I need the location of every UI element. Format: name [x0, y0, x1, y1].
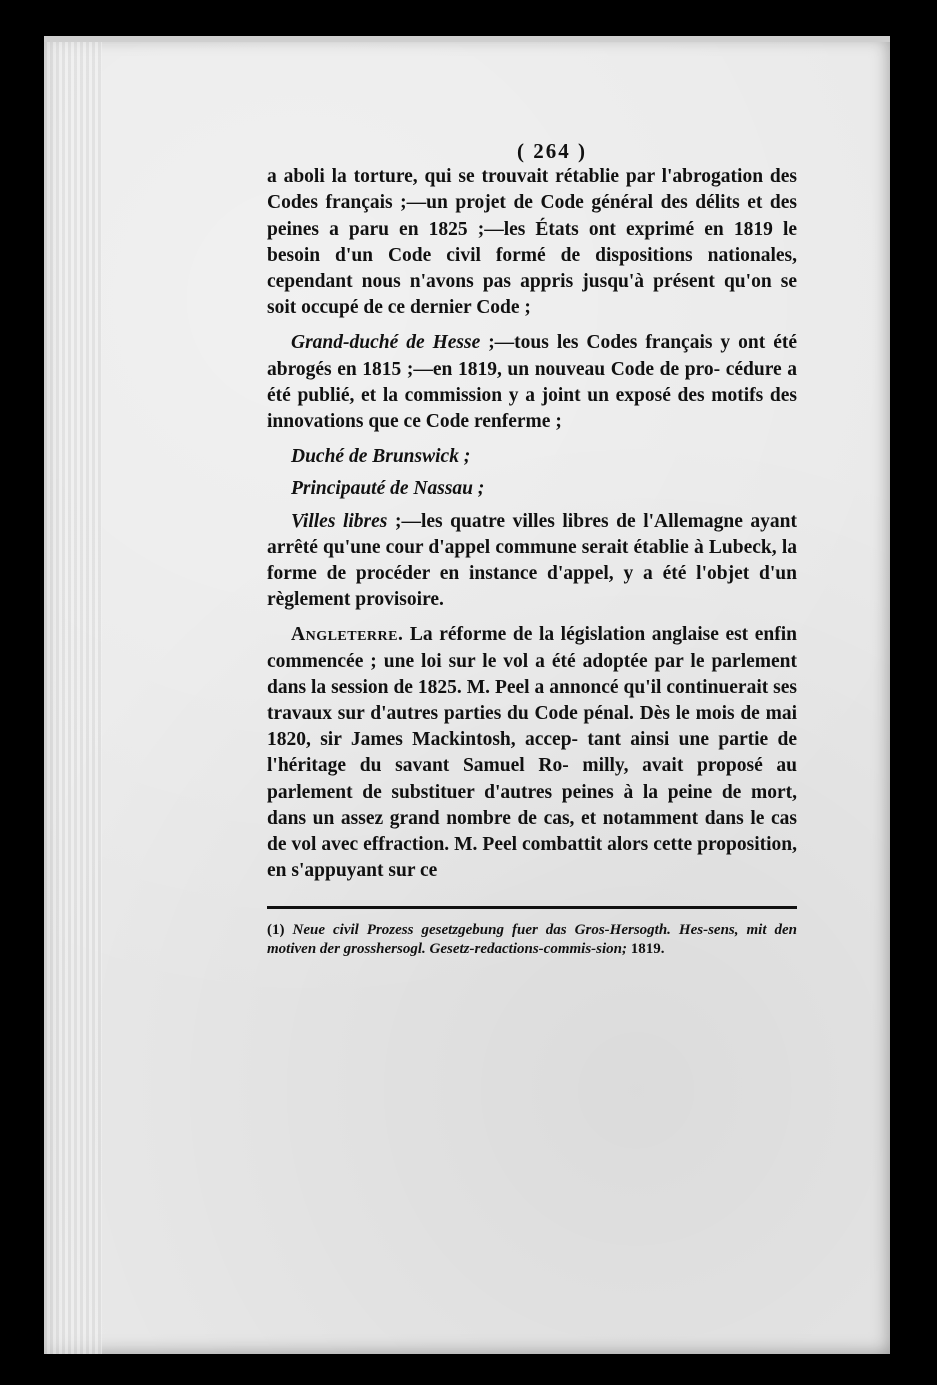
p6-line-7: milly, avait proposé au parlement de substituer d'autres: [267, 755, 797, 803]
heading-nassau: Principauté de Nassau ;: [291, 478, 485, 500]
p2-line-2: été abrogés en 1815 ;—en 1819, un nouveau Code de pro-: [267, 332, 798, 380]
paragraph-2: [267, 330, 797, 435]
p6-line-9: cas, et notamment dans le cas de vol avec effraction. M.: [267, 807, 797, 856]
footnote-mark: (1): [267, 922, 285, 939]
p6-line-6: tant ainsi une partie de l'héritage du savant Samuel Ro-: [267, 729, 798, 777]
p5-line-3: Lubeck, la forme de procéder en instance d'appel, y a été: [267, 536, 797, 585]
footnote-citation: Neue civil Prozess gesetzgebung fuer das Gros-Hersogth. Hes-sens, mit den motiven der grosshersogl. Gesetz-redactions-commis-sion;: [267, 922, 797, 958]
p6-line-2: enfin commencée ; une loi sur le vol a été adoptée par le: [267, 624, 798, 672]
paragraph-6: [267, 622, 797, 884]
p1-line-3: des peines a paru en 1825 ;—les États ont exprimé en 1819: [267, 192, 798, 240]
page-edge-left: [44, 36, 102, 1354]
p6-line-3: parlement dans la session de 1825. M. Peel a annoncé qu'il: [267, 650, 797, 698]
paragraph-1: [267, 164, 797, 321]
p1-line-1: a aboli la torture, qui se trouvait rétablie par l'abrogation: [267, 166, 764, 188]
p5-line-4: l'objet d'un règlement provisoire.: [267, 563, 797, 611]
page-number: ( 264 ): [517, 139, 587, 163]
p6-line-4: continuerait ses travaux sur d'autres parties du Code pénal.: [267, 676, 798, 725]
p1-line-6: soit occupé de ce dernier Code ;: [267, 297, 531, 319]
p1-line-4: le besoin d'un Code civil formé de dispositions nationales,: [267, 218, 798, 266]
p5-lead: Villes libres: [291, 510, 388, 532]
p6-line-10: Peel combattit alors cette proposition, en s'appuyant sur ce: [267, 834, 798, 882]
page-edge-top: [44, 36, 890, 42]
p5-line-2: ayant arrêté qu'une cour d'appel commune serait établie à: [267, 510, 797, 558]
p6-lead: Angleterre.: [291, 624, 404, 646]
p1-line-5: cependant nous n'avons pas appris jusqu'à présent qu'on se: [267, 271, 797, 293]
p6-line-8: peines à la peine de mort, dans un assez grand nombre de: [267, 781, 798, 829]
footnote-year: 1819.: [630, 941, 665, 958]
page-text-block: [267, 138, 797, 959]
p5-line-1: ;—les quatre villes libres de l'Allemagne: [387, 510, 743, 532]
footnote: [267, 921, 797, 959]
heading-brunswick: Duché de Brunswick ;: [291, 446, 471, 468]
p2-line-1: ;—tous les Codes français y ont: [480, 332, 766, 354]
paragraph-5: [267, 509, 797, 614]
p6-line-5: Dès le mois de mai 1820, sir James Mackintosh, accep-: [267, 703, 797, 751]
p6-line-1: La réforme de la législation anglaise est: [403, 624, 749, 646]
p2-line-4: des motifs des innovations que ce Code renferme ;: [267, 384, 797, 433]
p1-line-2: des Codes français ;—un projet de Code général des délits et: [267, 166, 798, 214]
footnote-rule: [267, 906, 797, 909]
p2-lead: Grand-duché de Hesse: [291, 332, 481, 354]
p2-line-3: cédure a été publié, et la commission y a joint un exposé: [267, 358, 797, 406]
